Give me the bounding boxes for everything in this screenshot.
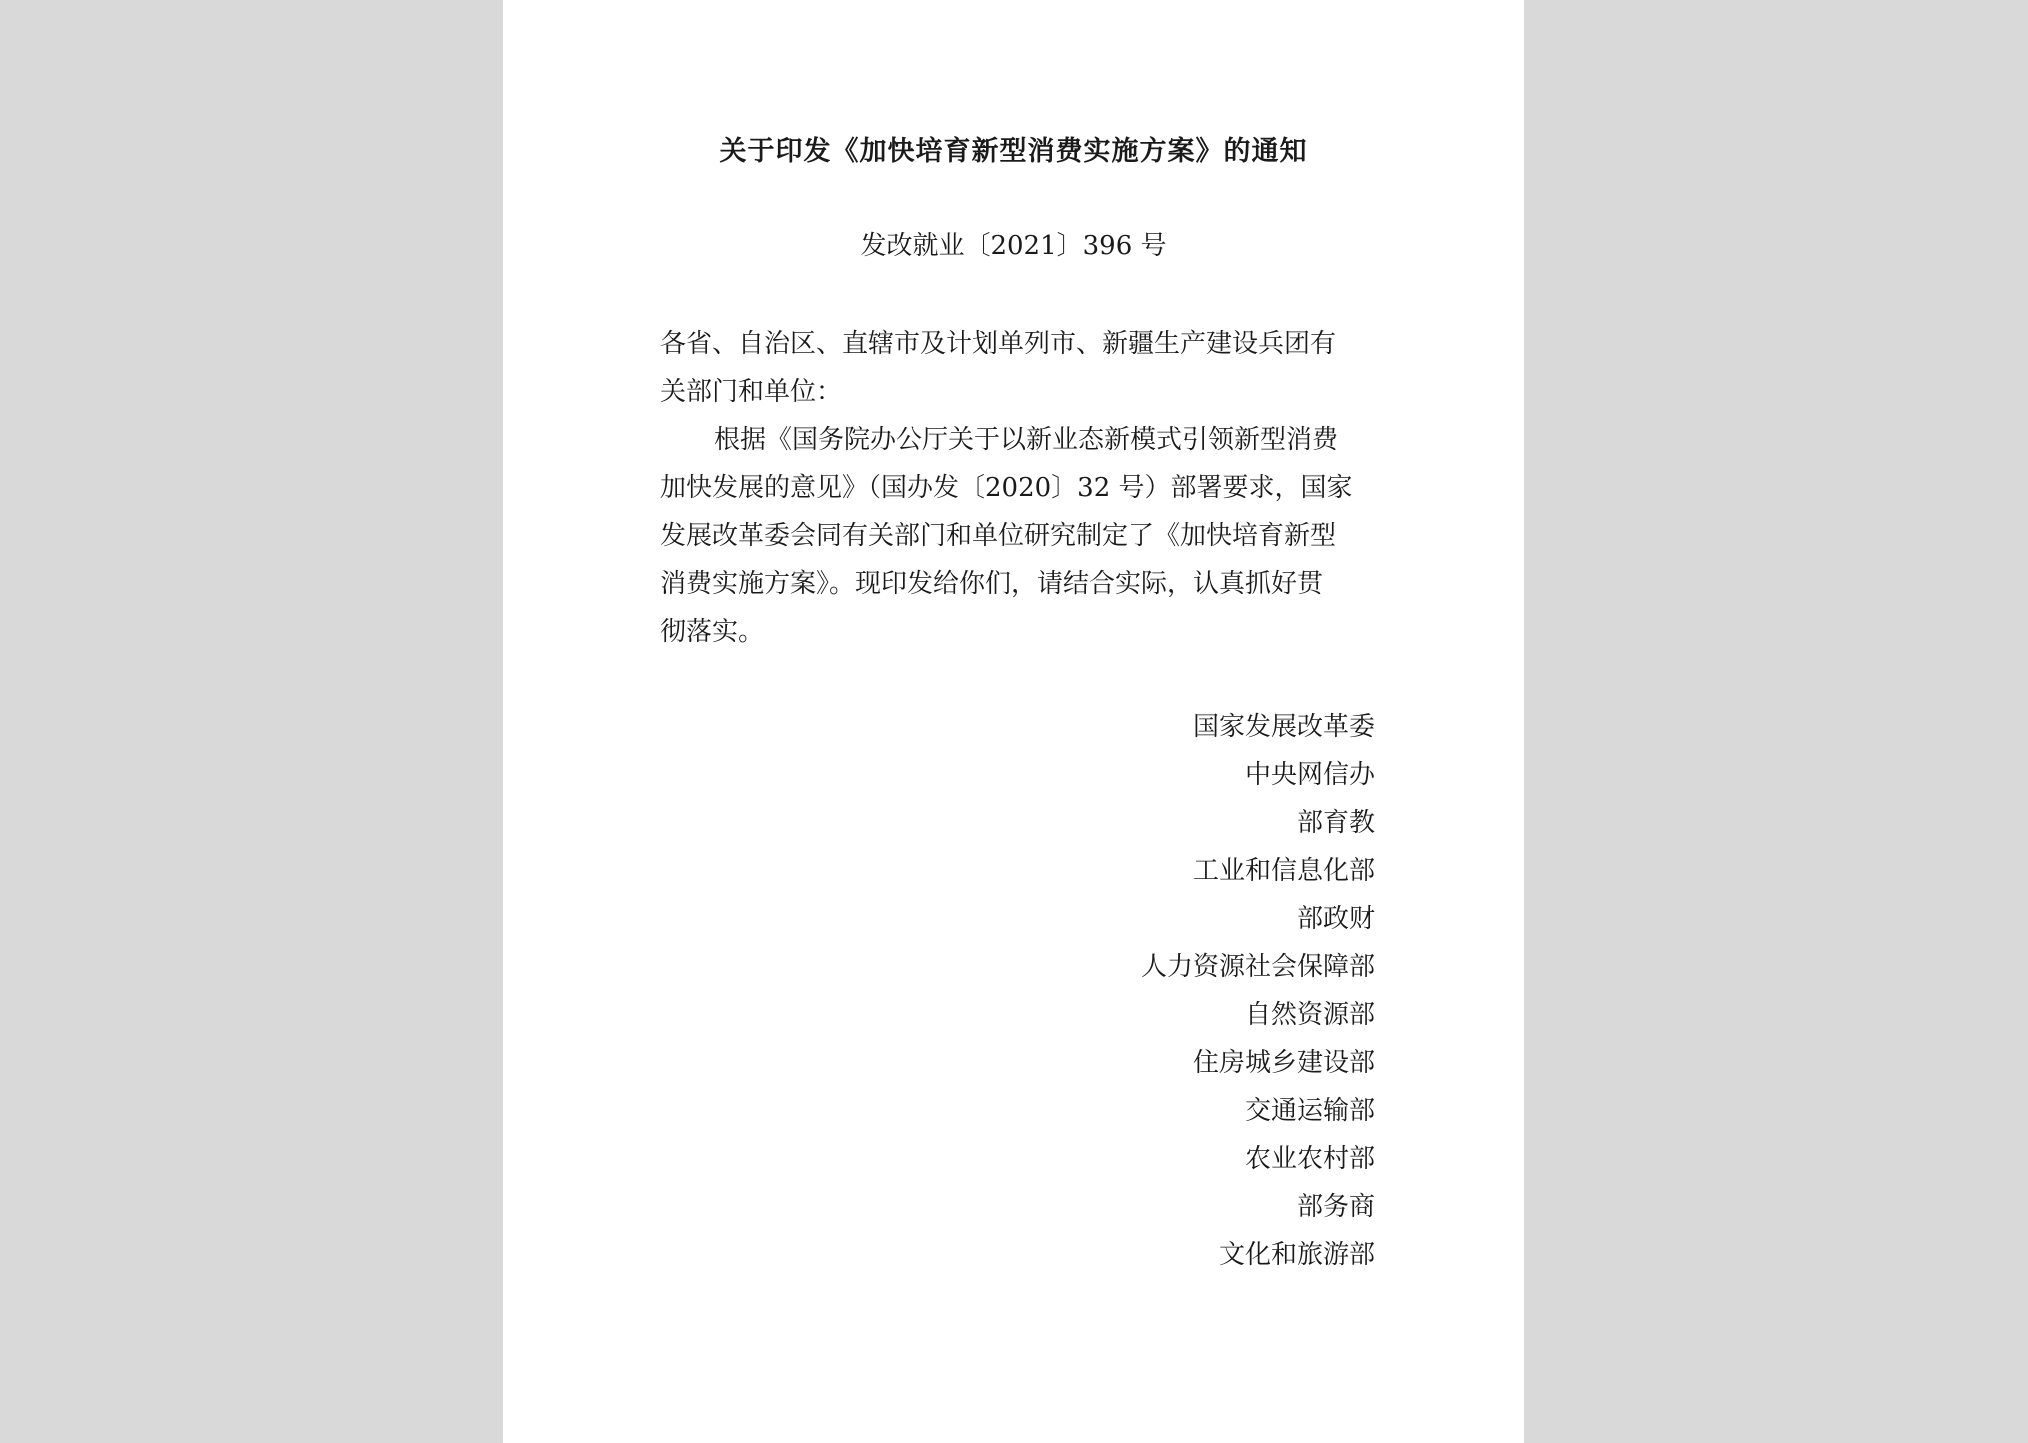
signatory: 农业农村部 (1244, 1144, 1375, 1174)
body-line: 加快发展的意见》（国办发〔2020〕32 号）部署要求，国家 (660, 473, 1353, 503)
document-page (503, 0, 1524, 1443)
signatory: 中央网信办 (1244, 760, 1375, 790)
signatory: 住房城乡建设部 (1192, 1048, 1375, 1078)
signatory: 部务商 (1296, 1192, 1375, 1222)
signatory: 人力资源社会保障部 (1140, 952, 1375, 982)
body-line: 发展改革委会同有关部门和单位研究制定了《加快培育新型 (660, 521, 1337, 551)
signatory: 国家发展改革委 (1192, 712, 1375, 742)
signatory: 自然资源部 (1244, 1000, 1375, 1030)
addressee-block (660, 320, 1375, 416)
body-line: 根据《国务院办公厅关于以新业态新模式引领新型消费 (714, 425, 1339, 455)
signatory: 文化和旅游部 (1218, 1240, 1375, 1270)
signatory: 工业和信息化部 (1192, 856, 1375, 886)
addressee-line: 关部门和单位： (660, 377, 843, 407)
document-title: 关于印发《加快培育新型消费实施方案》的通知 (719, 136, 1308, 167)
document-number: 发改就业〔2021〕396 号 (860, 231, 1167, 261)
body-line: 消费实施方案》。现印发给你们，请结合实际，认真抓好贯 (660, 569, 1324, 599)
signatory: 部育教 (1296, 808, 1375, 838)
body-paragraph (660, 416, 1375, 656)
signatory: 交通运输部 (1244, 1096, 1375, 1126)
signatory-list (975, 703, 1375, 1279)
addressee-line: 各省、自治区、直辖市及计划单列市、新疆生产建设兵团有 (660, 329, 1337, 359)
body-line: 彻落实。 (660, 617, 765, 647)
signatory: 部政财 (1296, 904, 1375, 934)
